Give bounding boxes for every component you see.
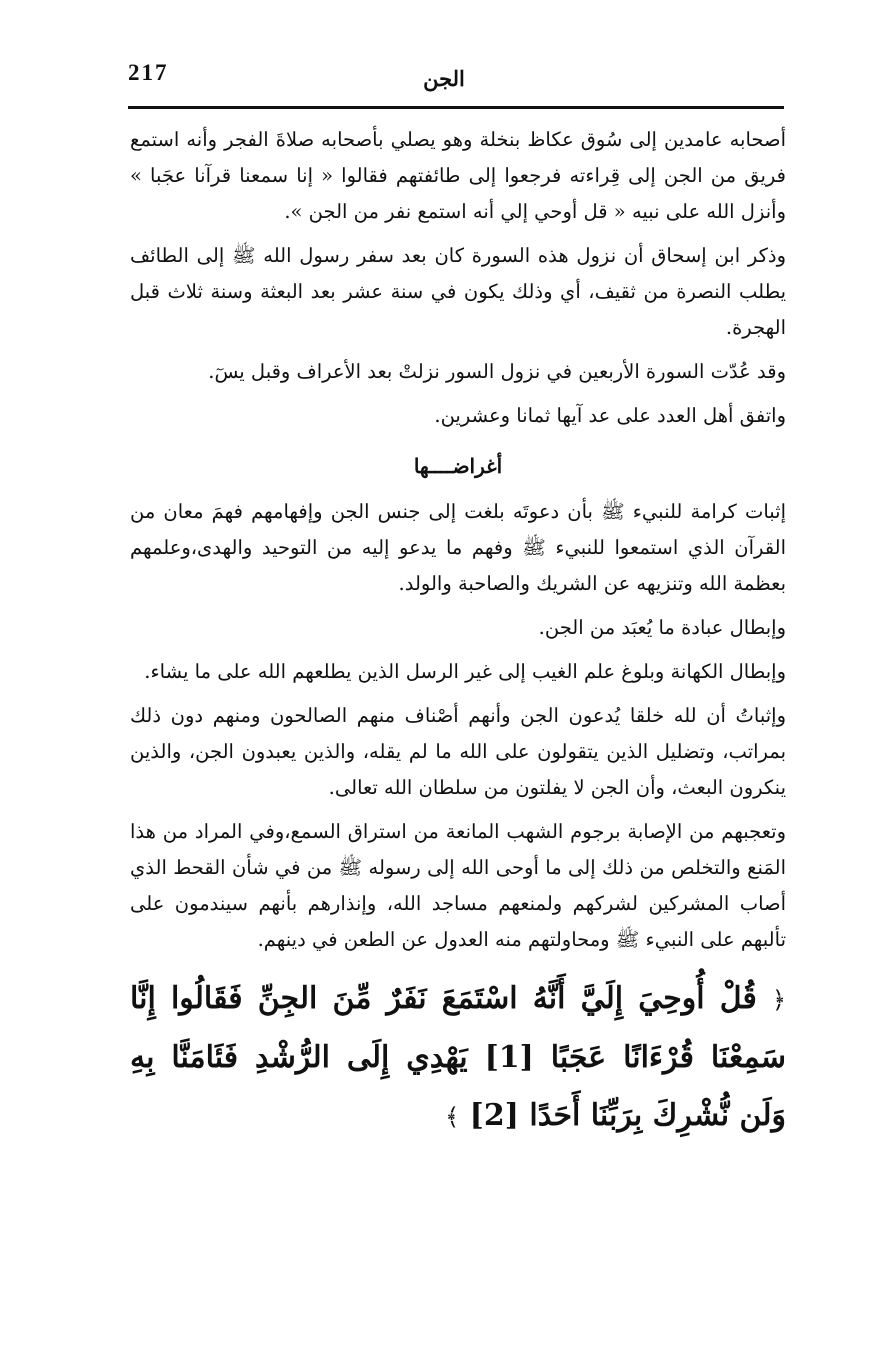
- page-header: [0, 58, 888, 110]
- verse-close-ornament: ﴾: [445, 1103, 460, 1131]
- paragraph: واتفق أهل العدد على عد آيها ثمانا وعشرين.: [434, 404, 786, 427]
- paragraph: أصحابه عامدين إلى سُوق عكاظ بنخلة وهو يصلي بأصحابه صلاةَ الفجر وأنه استمع فريق من الجن إلى قِراءته فرجعوا إلى طائفتهم فقالوا « إنا سمعنا قرآنا عجَبا » وأنزل الله على نبيه « قل أوحي إلي أنه استمع نفر من الجن ».: [130, 128, 786, 223]
- paragraph: وإثباتُ أن لله خلقا يُدعون الجن وأنهم أصْناف منهم الصالحون ومنهم دون ذلك بمراتب، وتضليل الذين يتقولون على الله ما لم يقله، والذين يعبدون الجن، والذين ينكرون البعث، وأن الجن لا يفلتون من سلطان الله تعالى.: [130, 704, 786, 799]
- header-rule: [128, 106, 784, 109]
- paragraph: إثبات كرامة للنبيء ﷺ بأن دعوتَه بلغت إلى جنس الجن وإفهامهم فهمَ معان من القرآن الذي استمعوا للنبيء ﷺ وفهم ما يدعو إليه من التوحيد والهدى،وعلمهم بعظمة الله وتنزيهه عن الشريك والصاحبة والولد.: [130, 500, 786, 595]
- page-body: [130, 122, 786, 1146]
- page-number: 217: [128, 60, 169, 85]
- running-title: الجن: [423, 66, 465, 91]
- paragraph: وقد عُدّت السورة الأربعين في نزول السور نزلتْ بعد الأعراف وقبل يسٓ.: [208, 360, 786, 383]
- section-heading: [130, 448, 786, 484]
- quran-verse: [130, 970, 786, 1146]
- verse-text: قُلْ أُوحِيَ إِلَيَّ أَنَّهُ اسْتَمَعَ نَفَرٌ مِّنَ الجِنِّ فَقَالُوا إِنَّا سَمِعْنَا قُرْءَانًا عَجَبًا [1] يَهْدِي إِلَى الرُّشْدِ فَئَامَنَّا بِهِ وَلَن نُّشْرِكَ بِرَبِّنَا أَحَدًا [2]: [130, 981, 786, 1133]
- paragraph: وتعجبهم من الإصابة برجوم الشهب المانعة من استراق السمع،وفي المراد من هذا المَنع والتخلص من ذلك إلى ما أوحى الله إلى رسوله ﷺ من في شأن القحط الذي أصاب المشركين لشركهم ولمنعهم مساجد الله، وإنذارهم بأنهم سيندمون على تألبهم على النبيء ﷺ ومحاولتهم منه العدول عن الطعن في دينهم.: [130, 820, 786, 951]
- paragraph: وإبطال الكهانة وبلوغ علم الغيب إلى غير الرسل الذين يطلعهم الله على ما يشاء.: [144, 660, 786, 683]
- verse-open-ornament: ﴿: [771, 986, 786, 1014]
- paragraph: وذكر ابن إسحاق أن نزول هذه السورة كان بعد سفر رسول الله ﷺ إلى الطائف يطلب النصرة من ثقيف، أي وذلك يكون في سنة عشر بعد البعثة وسنة ثلاث قبل الهجرة.: [130, 244, 786, 339]
- paragraph: وإبطال عبادة ما يُعبَد من الجن.: [538, 616, 786, 639]
- section-heading-text: أغراضــــها: [413, 454, 503, 478]
